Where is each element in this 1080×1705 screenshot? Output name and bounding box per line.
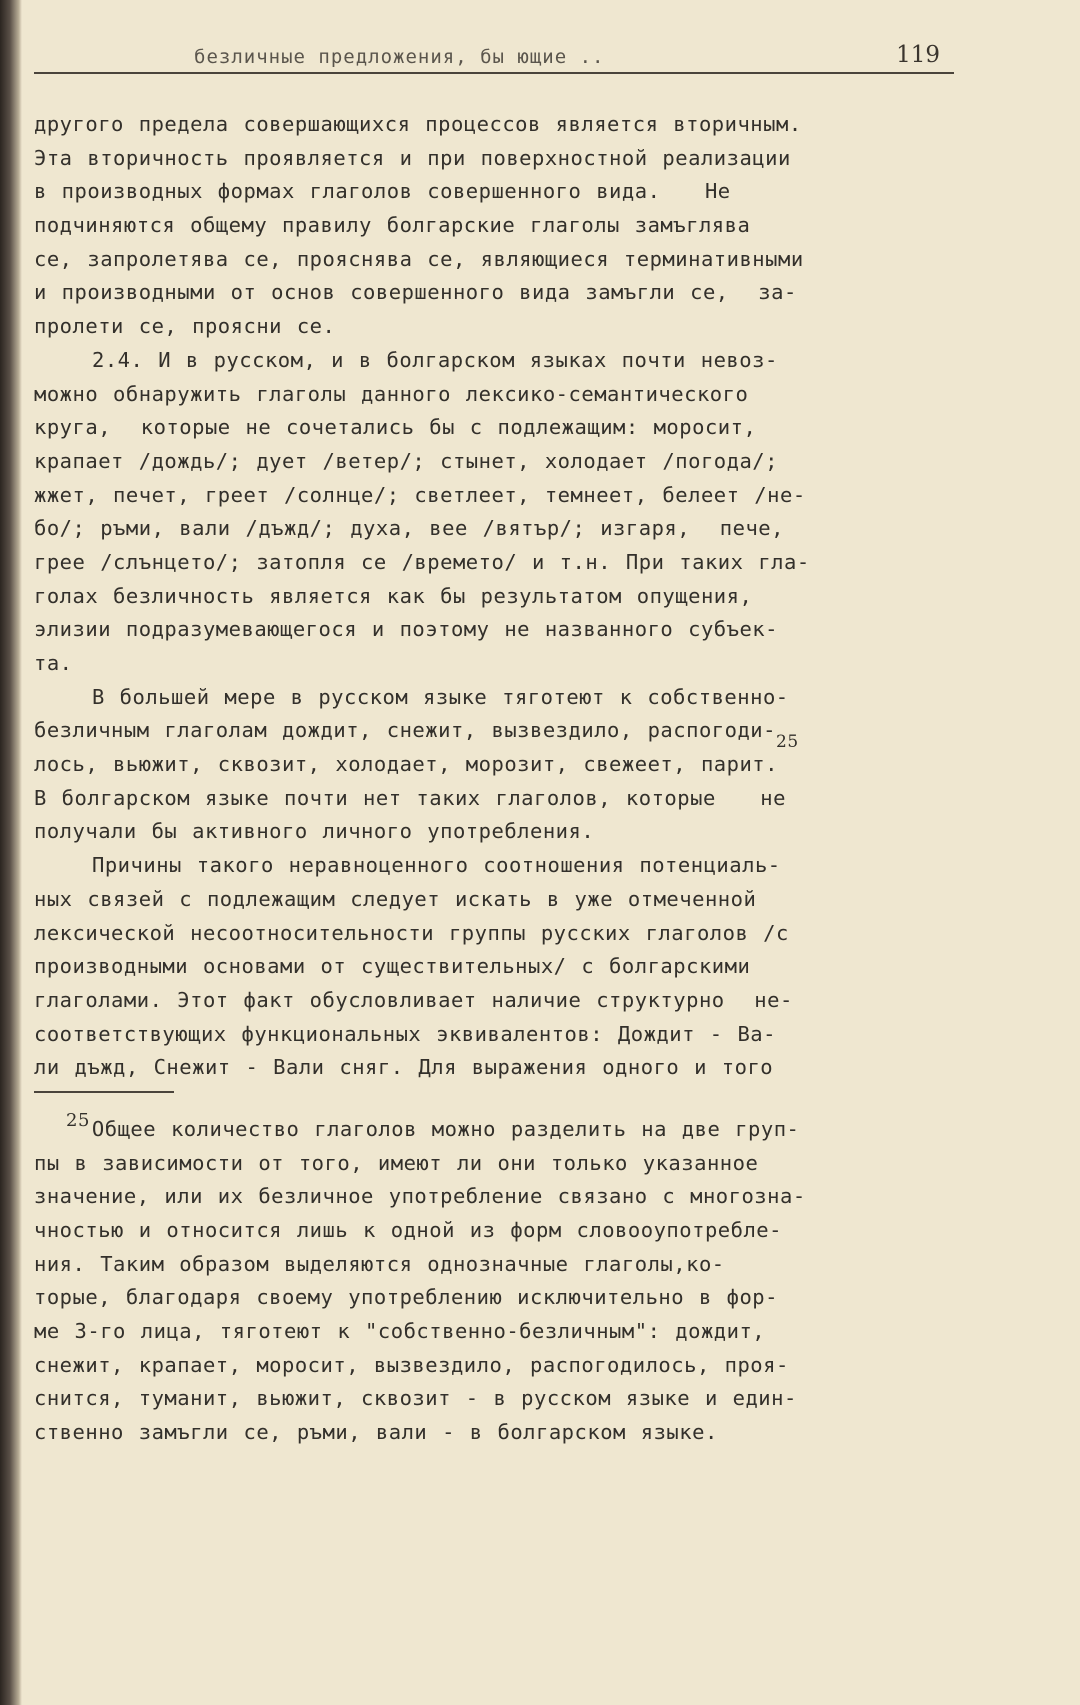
footnote-spacer [34,1099,994,1113]
text-line: бо/; ръми, вали /дъжд/; духа, вее /вятър/; изгаря, пече, [34,516,784,541]
footnote-reference: 25 [776,732,799,753]
text-line: голах безличность является как бы результатом опущения, [34,583,753,608]
text-line: получали бы активного личного употребления. [34,819,595,844]
text-line: се, запролетява се, прояснява се, являющиеся терминативными [34,246,804,271]
footnote-line: ме 3-го лица, тяготеют к "собственно-безличным": дождит, [34,1319,766,1344]
text-line: В болгарском языке почти нет таких глаголов, которые не [34,785,786,810]
footnote-text: Общее количество глаголов можно разделить на две груп- [91,1116,800,1141]
page-number: 119 [896,42,940,68]
text-line: грее /слънцето/; затопля се /времето/ и т.н. При таких гла- [34,549,810,574]
footnote-line: значение, или их безличное употребление связано с многозна- [34,1184,806,1209]
footnote-line: снежит, крапает, моросит, вызвездило, распогодилось, проя- [34,1352,789,1377]
text-line: крапает /дождь/; дует /ветер/; стынет, холодает /погода/; [34,448,778,473]
text-line: ных связей с подлежащим следует искать в уже отмеченной [34,886,757,911]
text-line: и производными от основ совершенного вида замъгли се, за- [34,280,797,305]
text-line: лексической несоотносительности группы русских глаголов /с [34,920,789,945]
footnote-mark: 25 [66,1109,90,1131]
footnote-separator [34,1091,174,1093]
text-line: та. [34,651,73,675]
page-header [34,38,954,78]
text-line: соответствующих функциональных эквивалентов: Дождит - Ва- [34,1021,776,1046]
text-line: ли дъжд, Снежит - Вали сняг. Для выражения одного и того [34,1055,774,1080]
text-line: жжет, печет, греет /солнце/; светлеет, темнеет, белеет /не- [34,482,806,507]
text-line: в производных формах глаголов совершенного вида. Не [34,179,731,204]
text-line-with-footnote-ref [34,714,994,753]
footnote-line: пы в зависимости от того, имеют ли они только указанное [34,1150,759,1175]
footnote-line: торые, благодаря своему употреблению исключительно в фор- [34,1285,778,1310]
header-rule [34,72,954,74]
text-line: можно обнаружить глаголы данного лексико-семантического [34,381,749,406]
paragraph-start-line: Причины такого неравноценного соотношения потенциаль- [92,853,781,878]
text-line: Эта вторичность проявляется и при поверхностной реализации [34,145,791,170]
text-line: круга, которые не сочетались бы с подлежащим: моросит, [34,415,757,440]
text-line: производными основами от существительных/ с болгарскими [34,954,751,979]
page-body [34,108,994,1450]
footnote-line: снится, туманит, вьюжит, сквозит - в русском языке и един- [34,1386,797,1411]
running-title: безличные предложения, бы ющие .. [194,46,605,68]
footnote-first-line [34,1109,994,1147]
paragraph-start-line: 2.4. И в русском, и в болгарском языках почти невоз- [92,347,778,372]
text-line: другого предела совершающихся процессов является вторичным. [34,112,802,136]
paragraph-start-line: В большей мере в русском языке тяготеют к собственно- [92,684,789,709]
text-line: подчиняются общему правилу болгарские глаголы замъглява [34,213,751,238]
footnote-line: ственно замъгли се, ръми, вали - в болгарском языке. [34,1420,718,1445]
text-line: пролети се, проясни се. [34,314,336,339]
text-line-content: безличным глаголам дождит, снежит, вызвездило, распогоди- [34,718,776,743]
text-line: элизии подразумевающегося и поэтому не названного субъек- [34,617,778,642]
footnote-line: ния. Таким образом выделяются однозначные глаголы,ко- [34,1251,725,1276]
book-binding-shadow [0,0,22,1705]
footnote-line: чностью и относится лишь к одной из форм словооупотребле- [34,1218,782,1242]
text-line: глаголами. Этот факт обусловливает наличие структурно не- [34,987,793,1012]
text-line: лось, вьюжит, сквозит, холодает, морозит, свежеет, парит. [34,752,778,777]
